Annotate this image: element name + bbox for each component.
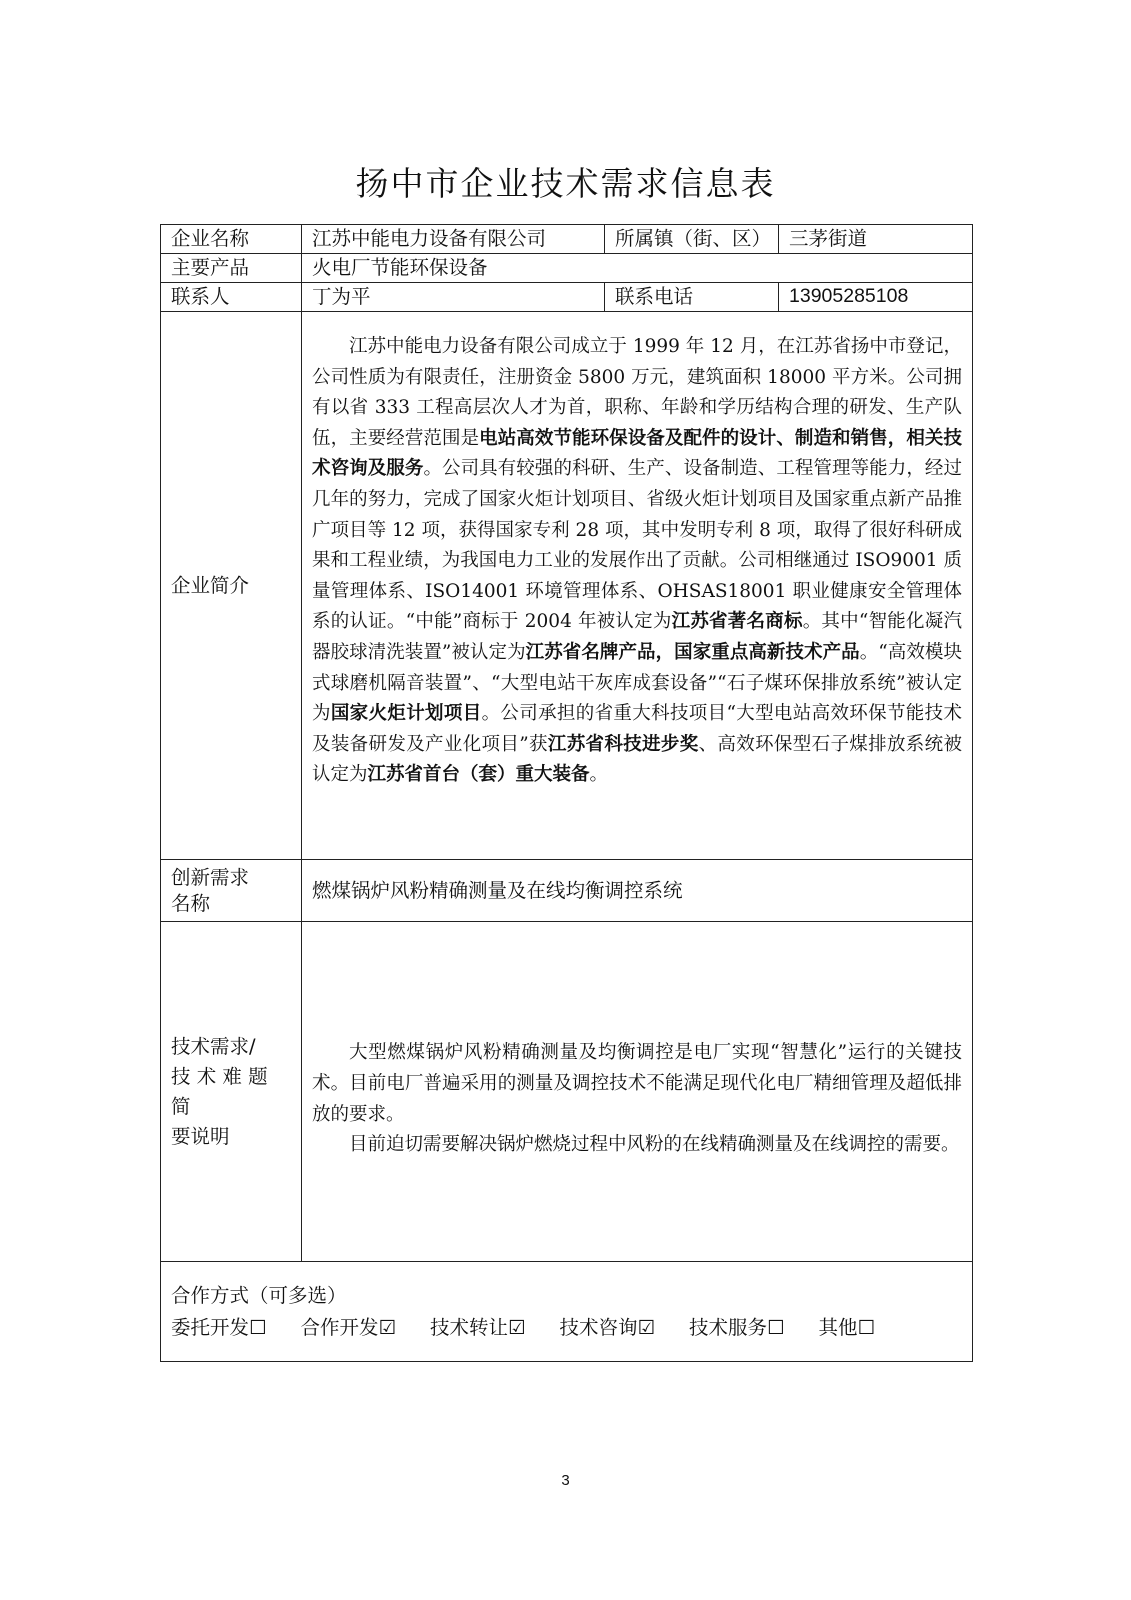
company-intro-label: 企业简介 [161,312,302,860]
main-product-label: 主要产品 [161,254,302,283]
innovation-name-label: 创新需求 名称 [161,860,302,922]
tech-requirement-cell [302,922,973,1262]
cooperation-options [171,1315,962,1340]
contact-person-value: 丁为平 [302,283,605,312]
tech-requirement-text-1: 大型燃煤锅炉风粉精确测量及均衡调控是电厂实现“智慧化”运行的关键技术。目前电厂普遍采用的测量及调控技术不能满足现代化电厂精细管理及超低排放的要求。 [312,1042,962,1125]
company-intro-cell [302,312,973,860]
main-product-value: 火电厂节能环保设备 [302,254,973,283]
checkbox-checked-icon: ☑ [637,1315,655,1339]
town-value: 三茅街道 [779,225,973,254]
checkbox-checked-icon: ☑ [378,1315,396,1339]
tech-requirement-text-2: 目前迫切需要解决锅炉燃烧过程中风粉的在线精确测量及在线调控的需要。 [349,1134,960,1156]
option-commissioned-dev[interactable]: 委托开发☐ [171,1315,267,1339]
page-number: 3 [561,1472,570,1489]
contact-person-label: 联系人 [161,283,302,312]
option-tech-service[interactable]: 技术服务☐ [689,1315,785,1339]
company-name-label: 企业名称 [161,225,302,254]
option-joint-dev[interactable]: 合作开发☑ [300,1315,396,1339]
cooperation-title: 合作方式（可多选） [171,1284,347,1308]
company-name-value: 江苏中能电力设备有限公司 [302,225,605,254]
checkbox-unchecked-icon: ☐ [249,1315,267,1339]
checkbox-unchecked-icon: ☐ [857,1315,875,1339]
info-table [160,224,973,1362]
phone-label: 联系电话 [605,283,779,312]
option-other[interactable]: 其他☐ [818,1315,875,1339]
checkbox-unchecked-icon: ☐ [767,1315,785,1339]
checkbox-checked-icon: ☑ [508,1315,526,1339]
innovation-name-value: 燃煤锅炉风粉精确测量及在线均衡调控系统 [302,860,973,922]
town-label: 所属镇（街、区） [605,225,779,254]
company-intro-text: 江苏中能电力设备有限公司成立于 1999 年 12 月，在江苏省扬中市登记，公司性质为有限责任，注册资金 5800 万元，建筑面积 18000 平方米。公司拥有以省 333 工程高层次人才为首，职称、年龄和学历结构合理的研发、生产队伍，主要经营范围是电站高效节能环保设备及配件的设计、制造和销售，相关技术咨询及服务。公司具有较强的科研、生产、设备制造、工程管理等能力，经过几年的努力，完成了国家火炬计划项目、省级火炬计划项目及国家重点新产品推广项目等 12 项，获得国家专利 28 项，其中发明专利 8 项，取得了很好科研成果和工程业绩，为我国电力工业的发展作出了贡献。公司相继通过 ISO9001 质量管理体系、ISO14001 环境管理体系、OHSAS18001 职业健康安全管理体系的认证。“中能”商标于 2004 年被认定为江苏省著名商标。其中“智能化凝汽器胶球清洗装置”被认定为江苏省名牌产品，国家重点高新技术产品。“高效模块式球磨机隔音装置”、“大型电站干灰库成套设备”“石子煤环保排放系统”被认定为国家火炬计划项目。公司承担的省重大科技项目“大型电站高效环保节能技术及装备研发及产业化项目”获江苏省科技进步奖、高效环保型石子煤排放系统被认定为江苏省首台（套）重大装备。 [312,336,962,786]
option-tech-transfer[interactable]: 技术转让☑ [430,1315,526,1339]
phone-value: 13905285108 [779,283,973,312]
cooperation-cell [161,1262,973,1362]
option-tech-consulting[interactable]: 技术咨询☑ [559,1315,655,1339]
tech-requirement-label: 技术需求/ 技 术 难 题 简 要说明 [161,922,302,1262]
page-title: 扬中市企业技术需求信息表 [355,164,776,203]
